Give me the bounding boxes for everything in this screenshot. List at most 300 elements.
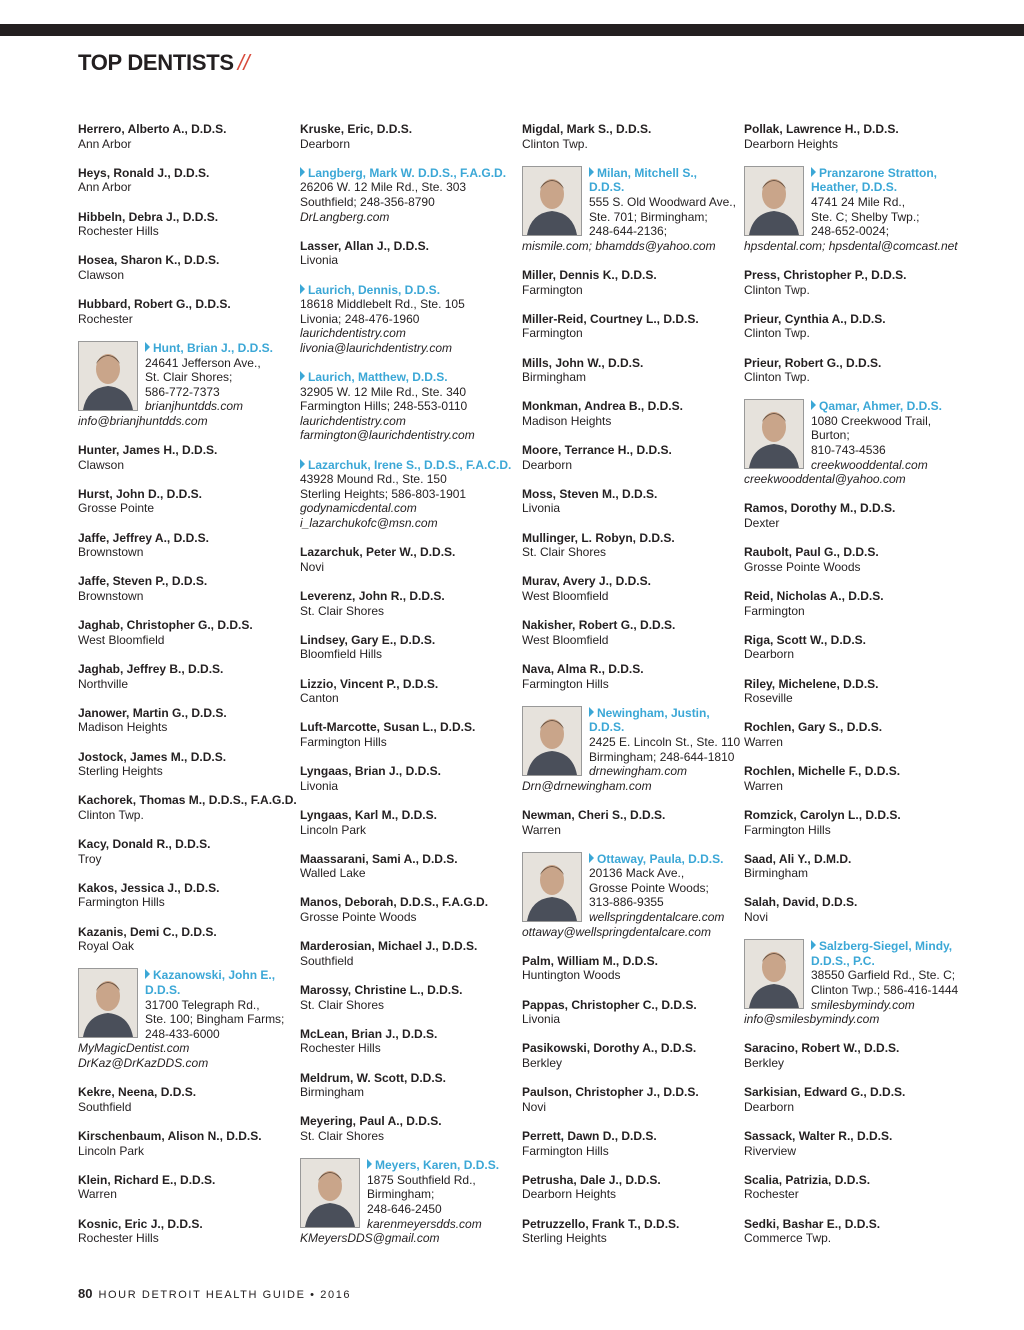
dentist-city: Lincoln Park [78, 1143, 145, 1158]
dentist-name: Sassack, Walter R., D.D.S. [744, 1128, 893, 1143]
address-line: Farmington Hills; 248-553-0110 [300, 399, 468, 414]
dentist-entry [78, 487, 290, 516]
publication-name: HOUR DETROIT HEALTH GUIDE • 2016 [98, 1289, 352, 1301]
dentist-entry [300, 939, 512, 968]
dentist-city: Dearborn Heights [522, 1187, 617, 1202]
featured-dentist-name[interactable] [367, 1158, 512, 1173]
dentist-photo [744, 166, 804, 236]
dentist-city: Birmingham [744, 866, 809, 881]
address-line: 26206 W. 12 Mile Rd., Ste. 303 [300, 180, 467, 195]
featured-dentist-name[interactable] [811, 399, 956, 414]
contact-link[interactable]: info@smilesbymindy.com [744, 1012, 880, 1027]
dentist-entry [78, 925, 290, 954]
dentist-photo [522, 706, 582, 776]
dentist-entry [78, 531, 290, 560]
dentist-name: Paulson, Christopher J., D.D.S. [522, 1085, 699, 1100]
featured-name-text: Ottaway, Paula, D.D.S. [597, 851, 724, 866]
dentist-city: Brownstown [78, 545, 144, 560]
dentist-name: Prieur, Cynthia A., D.D.S. [744, 311, 886, 326]
address-line: Sterling Heights; 586-803-1901 [300, 486, 467, 501]
dentist-name: Rochlen, Michelle F., D.D.S. [744, 764, 901, 779]
dentist-name: Kruske, Eric, D.D.S. [300, 122, 413, 136]
dentist-city: Clawson [78, 267, 125, 282]
website-link[interactable]: smilesbymindy.com [811, 997, 915, 1012]
dentist-photo [744, 939, 804, 1009]
dentist-city: Farmington [522, 326, 583, 341]
dentist-photo [78, 341, 138, 411]
address-line: St. Clair Shores; [145, 370, 233, 385]
featured-name-text: Lazarchuk, Irene S., D.D.S., F.A.C.D. [308, 457, 512, 472]
dentist-city: St. Clair Shores [522, 545, 607, 560]
dentist-name: Kirschenbaum, Alison N., D.D.S. [78, 1128, 262, 1143]
contact-link[interactable]: creekwooddental@yahoo.com [744, 472, 906, 487]
top-bar [0, 24, 1024, 36]
dentist-name: Lyngaas, Karl M., D.D.S. [300, 807, 437, 822]
dentist-name: Herrero, Alberto A., D.D.S. [78, 122, 227, 136]
dentist-photo [300, 1158, 360, 1228]
dentist-entry [522, 618, 734, 647]
address-line: Ste. 100; Bingham Farms; [145, 1012, 285, 1027]
dentist-name: Sedki, Bashar E., D.D.S. [744, 1216, 881, 1231]
dentist-entry [744, 1173, 956, 1202]
dentist-city: Farmington Hills [522, 1143, 609, 1158]
featured-name-text: Qamar, Ahmer, D.D.S. [819, 399, 942, 414]
dentist-name: Jaghab, Jeffrey B., D.D.S. [78, 661, 224, 676]
dentist-entry [744, 1085, 956, 1114]
featured-dentist-name[interactable] [811, 939, 956, 968]
dentist-city: Southfield [300, 953, 354, 968]
address-line: 1080 Creekwood Trail, [811, 413, 932, 428]
dentist-name: Jaffe, Jeffrey A., D.D.S. [78, 530, 209, 545]
dentist-city: Warren [78, 1187, 117, 1202]
column-2 [300, 122, 512, 1246]
address-line: 32905 W. 12 Mile Rd., Ste. 340 [300, 384, 467, 399]
featured-dentist-name[interactable] [145, 341, 290, 356]
column-3 [522, 122, 741, 1246]
address-line: 20136 Mack Ave., [589, 866, 685, 881]
featured-name-text: Kazanowski, John E., D.D.S. [145, 968, 276, 998]
address-line: 43928 Mound Rd., Ste. 150 [300, 472, 447, 487]
address-line: 18618 Middlebelt Rd., Ste. 105 [300, 297, 465, 312]
dentist-entry [78, 1085, 290, 1114]
dentist-name: McLean, Brian J., D.D.S. [300, 1026, 438, 1041]
dentist-city: Birmingham [300, 1085, 365, 1100]
dentist-entry [744, 356, 956, 385]
address-line: Ste. 701; Birmingham; [589, 209, 708, 224]
featured-body [811, 166, 956, 239]
featured-dentist-name[interactable] [300, 283, 512, 298]
dentist-entry [78, 793, 297, 822]
dentist-entry [78, 122, 290, 151]
dentist-name: Monkman, Andrea B., D.D.S. [522, 399, 683, 414]
triangle-arrow-icon [811, 167, 816, 177]
dentist-name: Hibbeln, Debra J., D.D.S. [78, 209, 219, 224]
dentist-photo [522, 166, 582, 236]
dentist-name: Nakisher, Robert G., D.D.S. [522, 618, 676, 633]
dentist-city: Canton [300, 691, 339, 706]
triangle-arrow-icon [145, 342, 150, 352]
featured-name-text: Laurich, Dennis, D.D.S. [308, 282, 441, 297]
dentist-entry [522, 356, 734, 385]
dentist-city: Madison Heights [78, 720, 168, 735]
dentist-entry [78, 618, 290, 647]
featured-dentist-name[interactable] [811, 166, 956, 195]
dentist-entry [300, 239, 512, 268]
address-line: Livonia; 248-476-1960 [300, 311, 420, 326]
dentist-city: Birmingham [522, 370, 587, 385]
address-line: 4741 24 Mile Rd., [811, 194, 906, 209]
address-line: 810-743-4536 [811, 443, 886, 458]
dentist-name: Saracino, Robert W., D.D.S. [744, 1041, 900, 1056]
dentist-name: Klein, Richard E., D.D.S. [78, 1172, 216, 1187]
featured-dentist-name[interactable] [145, 968, 290, 997]
featured-body [589, 166, 734, 239]
column-4 [744, 122, 959, 1246]
featured-body [589, 852, 734, 925]
dentist-name: Pappas, Christopher C., D.D.S. [522, 997, 697, 1012]
featured-body [300, 370, 512, 443]
dentist-city: Novi [744, 910, 769, 925]
address-line: 586-772-7373 [145, 384, 220, 399]
dentist-entry [744, 1041, 956, 1070]
featured-dentist-name[interactable] [300, 370, 512, 385]
dentist-city: Southfield [78, 1099, 132, 1114]
dentist-name: Press, Christopher P., D.D.S. [744, 267, 907, 282]
triangle-arrow-icon [589, 167, 594, 177]
website-link[interactable]: karenmeyersdds.com [367, 1216, 482, 1231]
website-link[interactable]: brianjhuntdds.com [145, 399, 244, 414]
dentist-name: Jaghab, Christopher G., D.D.S. [78, 618, 253, 633]
contact-link[interactable]: info@brianjhuntdds.com [78, 413, 208, 428]
dentist-name: Leverenz, John R., D.D.S. [300, 589, 445, 603]
contact-link[interactable]: DrKaz@DrKazDDS.com [78, 1056, 209, 1070]
featured-body [300, 458, 512, 531]
address-line: 248-646-2450 [367, 1201, 442, 1216]
dentist-name: Lazarchuk, Peter W., D.D.S. [300, 545, 456, 560]
contact-link[interactable]: mismile.com; bhamdds@yahoo.com [522, 238, 716, 253]
dentist-entry [522, 662, 734, 691]
dentist-entry [522, 487, 734, 516]
dentist-name: Pollak, Lawrence H., D.D.S. [744, 122, 899, 136]
dentist-city: St. Clair Shores [300, 997, 385, 1012]
address-line: Clinton Twp.; 586-416-1444 [811, 983, 959, 998]
dentist-photo [522, 852, 582, 922]
title-slashes: // [237, 50, 250, 75]
dentist-name: Lyngaas, Brian J., D.D.S. [300, 764, 441, 779]
dentist-entry [522, 574, 734, 603]
featured-name-text: Salzberg-Siegel, Mindy, D.D.S., P.C. [811, 939, 953, 968]
featured-dentist [300, 1158, 512, 1246]
dentist-city: Commerce Twp. [744, 1231, 832, 1246]
dentist-city: Farmington Hills [78, 895, 165, 910]
dentist-name: Reid, Nicholas A., D.D.S. [744, 589, 884, 603]
dentist-name: Riley, Michelene, D.D.S. [744, 676, 879, 691]
dentist-city: Clawson [78, 457, 125, 472]
dentist-name: Palm, William M., D.D.S. [522, 953, 658, 968]
dentist-entry [300, 545, 512, 574]
dentist-entry [522, 954, 734, 983]
dentist-name: Hurst, John D., D.D.S. [78, 486, 203, 501]
address-line: Birmingham; [367, 1187, 435, 1202]
featured-dentist-name[interactable] [300, 166, 512, 181]
featured-body [300, 283, 512, 356]
dentist-city: Madison Heights [522, 413, 612, 428]
website-link[interactable]: i_lazarchukofc@msn.com [300, 516, 438, 531]
dentist-name: Mills, John W., D.D.S. [522, 355, 644, 370]
featured-dentist [522, 852, 734, 940]
dentist-entry [744, 545, 956, 574]
dentist-entry [78, 443, 290, 472]
address-line: 248-433-6000 [145, 1026, 220, 1041]
dentist-entry [78, 1217, 290, 1246]
dentist-city: Lincoln Park [300, 822, 367, 837]
contact-link[interactable]: hpsdental.com; hpsdental@comcast.net [744, 238, 958, 253]
dentist-entry [78, 881, 290, 910]
dentist-name: Sarkisian, Edward G., D.D.S. [744, 1085, 906, 1100]
dentist-entry [522, 1217, 734, 1246]
website-link[interactable]: laurichdentistry.com [300, 413, 406, 428]
dentist-name: Migdal, Mark S., D.D.S. [522, 122, 652, 136]
featured-body [589, 705, 741, 779]
featured-name-text: Pranzarone Stratton, Heather, D.D.S. [811, 165, 938, 195]
website-link[interactable]: drnewingham.com [589, 764, 688, 779]
dentist-entry [78, 1173, 290, 1202]
dentist-name: Miller-Reid, Courtney L., D.D.S. [522, 311, 699, 326]
contact-link[interactable]: KMeyersDDS@gmail.com [300, 1231, 440, 1246]
dentist-city: Clinton Twp. [744, 370, 810, 385]
triangle-arrow-icon [811, 940, 816, 950]
featured-body [300, 166, 512, 224]
dentist-city: Grosse Pointe [78, 501, 155, 516]
dentist-city: Berkley [522, 1056, 563, 1070]
dentist-entry [78, 837, 290, 866]
dentist-entry [522, 531, 734, 560]
address-line: Southfield; 248-356-8790 [300, 194, 435, 209]
address-line: 248-652-0024; [811, 224, 890, 239]
dentist-city: Dearborn [744, 647, 795, 662]
dentist-entry [300, 895, 512, 924]
featured-dentist [78, 968, 290, 1070]
website-link[interactable]: creekwooddental.com [811, 457, 928, 472]
dentist-name: Janower, Martin G., D.D.S. [78, 705, 227, 720]
dentist-city: Northville [78, 676, 129, 691]
page-number: 80 [78, 1286, 93, 1301]
contact-link[interactable]: ottaway@wellspringdentalcare.com [522, 924, 711, 939]
dentist-entry [78, 750, 290, 779]
dentist-entry [522, 122, 734, 151]
dentist-city: Dexter [744, 516, 780, 531]
dentist-city: Farmington [744, 603, 805, 618]
featured-name-text: Newingham, Justin, D.D.S. [589, 705, 710, 735]
dentist-city: Sterling Heights [522, 1231, 607, 1246]
address-line: 248-644-2136; [589, 224, 668, 239]
dentist-city: Dearborn [300, 136, 351, 151]
featured-dentist [300, 458, 512, 531]
dentist-entry [744, 895, 956, 924]
dentist-city: Rochester Hills [78, 1231, 159, 1246]
dentist-name: Marderosian, Michael J., D.D.S. [300, 939, 478, 954]
triangle-arrow-icon [145, 969, 150, 979]
featured-dentist [744, 399, 956, 487]
dentist-entry [522, 268, 734, 297]
website-link[interactable]: wellspringdentalcare.com [589, 910, 725, 925]
dentist-name: Maassarani, Sami A., D.D.S. [300, 851, 458, 866]
featured-dentist-name[interactable] [589, 852, 734, 867]
featured-dentist-name[interactable] [589, 166, 734, 195]
featured-dentist [300, 370, 512, 443]
dentist-name: Romzick, Carolyn L., D.D.S. [744, 807, 901, 822]
dentist-city: St. Clair Shores [300, 603, 385, 618]
dentist-name: Hosea, Sharon K., D.D.S. [78, 253, 220, 268]
dentist-entry [300, 589, 512, 618]
dentist-city: Dearborn [522, 457, 573, 472]
dentist-entry [744, 312, 956, 341]
dentist-name: Kachorek, Thomas M., D.D.S., F.A.G.D. [78, 793, 297, 808]
address-line: Ste. C; Shelby Twp.; [811, 209, 920, 224]
dentist-name: Meyering, Paul A., D.D.S. [300, 1114, 442, 1129]
address-line: Birmingham; 248-644-1810 [589, 749, 735, 764]
featured-dentist-name[interactable] [300, 458, 512, 473]
dentist-entry [78, 297, 290, 326]
dentist-name: Salah, David, D.D.S. [744, 895, 858, 910]
dentist-entry [300, 633, 512, 662]
featured-dentist [78, 341, 290, 429]
dentist-city: Warren [744, 778, 783, 793]
contact-link[interactable]: MyMagicDentist.com [78, 1041, 190, 1056]
dentist-city: Clinton Twp. [78, 807, 144, 822]
website-link[interactable]: DrLangberg.com [300, 209, 390, 224]
dentist-city: Bloomfield Hills [300, 647, 383, 662]
dentist-city: Brownstown [78, 589, 144, 603]
featured-dentist [744, 939, 959, 1027]
dentist-city: Livonia [522, 1012, 561, 1027]
dentist-city: Rochester Hills [300, 1041, 381, 1056]
triangle-arrow-icon [589, 707, 594, 717]
dentist-entry [522, 1041, 734, 1070]
dentist-name: Manos, Deborah, D.D.S., F.A.G.D. [300, 895, 489, 910]
dentist-name: Riga, Scott W., D.D.S. [744, 632, 867, 647]
dentist-name: Perrett, Dawn D., D.D.S. [522, 1128, 657, 1143]
website-link[interactable]: laurichdentistry.com [300, 326, 406, 341]
address-line: 31700 Telegraph Rd., [145, 997, 260, 1012]
featured-name-text: Laurich, Matthew, D.D.S. [308, 370, 448, 385]
featured-body [145, 968, 290, 1041]
address-line: 1875 Southfield Rd., [367, 1172, 476, 1187]
dentist-name: Murav, Avery J., D.D.S. [522, 574, 651, 589]
dentist-entry [744, 720, 956, 749]
dentist-city: Warren [744, 734, 783, 749]
dentist-name: Ramos, Dorothy M., D.D.S. [744, 501, 896, 516]
featured-name-text: Hunt, Brian J., D.D.S. [153, 340, 274, 355]
dentist-entry [78, 253, 290, 282]
dentist-city: West Bloomfield [522, 589, 609, 603]
address-line: 555 S. Old Woodward Ave., [589, 194, 736, 209]
triangle-arrow-icon [300, 371, 305, 381]
dentist-name: Meldrum, W. Scott, D.D.S. [300, 1070, 447, 1085]
dentist-entry [300, 764, 512, 793]
address-line: 313-886-9355 [589, 895, 664, 910]
dentist-entry [522, 443, 734, 472]
website-link[interactable]: farmington@laurichdentistry.com [300, 428, 475, 443]
dentist-city: Royal Oak [78, 939, 135, 954]
dentist-entry [300, 1027, 512, 1056]
dentist-entry [744, 764, 956, 793]
dentist-city: Roseville [744, 691, 793, 706]
dentist-entry [300, 1114, 512, 1143]
triangle-arrow-icon [367, 1159, 372, 1169]
website-link[interactable]: godynamicdental.com [300, 501, 417, 516]
dentist-name: Jaffe, Steven P., D.D.S. [78, 574, 208, 589]
dentist-entry [300, 677, 512, 706]
dentist-city: West Bloomfield [78, 632, 165, 647]
dentist-city: Sterling Heights [78, 764, 163, 779]
dentist-city: Grosse Pointe Woods [744, 559, 861, 574]
dentist-entry [744, 1217, 956, 1246]
dentist-city: Farmington [522, 282, 583, 297]
dentist-name: Nava, Alma R., D.D.S. [522, 661, 644, 676]
featured-body [811, 399, 956, 472]
dentist-name: Newman, Cheri S., D.D.S. [522, 807, 666, 822]
dentist-entry [300, 720, 512, 749]
featured-dentist-name[interactable] [589, 706, 734, 735]
dentist-name: Moore, Terrance H., D.D.S. [522, 443, 672, 458]
dentist-city: Rochester [744, 1187, 799, 1202]
dentist-entry [522, 1085, 734, 1114]
address-line: 24641 Jefferson Ave., [145, 355, 261, 370]
triangle-arrow-icon [589, 853, 594, 863]
featured-name-text: Milan, Mitchell S., D.D.S. [589, 165, 698, 195]
dentist-name: Petrusha, Dale J., D.D.S. [522, 1172, 661, 1187]
dentist-name: Moss, Steven M., D.D.S. [522, 486, 658, 501]
dentist-photo [78, 968, 138, 1038]
triangle-arrow-icon [811, 400, 816, 410]
dentist-name: Petruzzello, Frank T., D.D.S. [522, 1216, 680, 1231]
featured-body [811, 939, 959, 1012]
dentist-name: Scalia, Patrizia, D.D.S. [744, 1172, 871, 1187]
triangle-arrow-icon [300, 284, 305, 294]
featured-body [145, 341, 290, 414]
dentist-name: Lizzio, Vincent P., D.D.S. [300, 676, 439, 691]
contact-link[interactable]: Drn@drnewingham.com [522, 778, 652, 793]
featured-dentist [300, 283, 512, 356]
dentist-name: Lasser, Allan J., D.D.S. [300, 238, 429, 253]
address-line: Burton; [811, 428, 850, 443]
dentist-city: Dearborn [744, 1099, 795, 1114]
dentist-city: Berkley [744, 1056, 785, 1070]
dentist-city: Clinton Twp. [744, 326, 810, 341]
address-line: 2425 E. Lincoln St., Ste. 110 [589, 734, 741, 749]
address-line: Grosse Pointe Woods; [589, 880, 709, 895]
dentist-name: Saad, Ali Y., D.M.D. [744, 851, 852, 866]
dentist-name: Raubolt, Paul G., D.D.S. [744, 545, 879, 560]
dentist-entry [300, 983, 512, 1012]
website-link[interactable]: livonia@laurichdentistry.com [300, 340, 453, 355]
dentist-entry [78, 166, 290, 195]
dentist-name: Mullinger, L. Robyn, D.D.S. [522, 530, 675, 545]
dentist-entry [78, 662, 290, 691]
dentist-entry [300, 122, 512, 151]
dentist-entry [300, 852, 512, 881]
featured-dentist [744, 166, 956, 254]
dentist-entry [78, 706, 290, 735]
dentist-city: Clinton Twp. [522, 136, 588, 151]
dentist-name: Kosnic, Eric J., D.D.S. [78, 1216, 203, 1231]
dentist-name: Lindsey, Gary E., D.D.S. [300, 632, 436, 647]
column-1 [78, 122, 297, 1246]
dentist-city: Livonia [300, 253, 339, 268]
dentist-entry [744, 852, 956, 881]
dentist-city: West Bloomfield [522, 632, 609, 647]
